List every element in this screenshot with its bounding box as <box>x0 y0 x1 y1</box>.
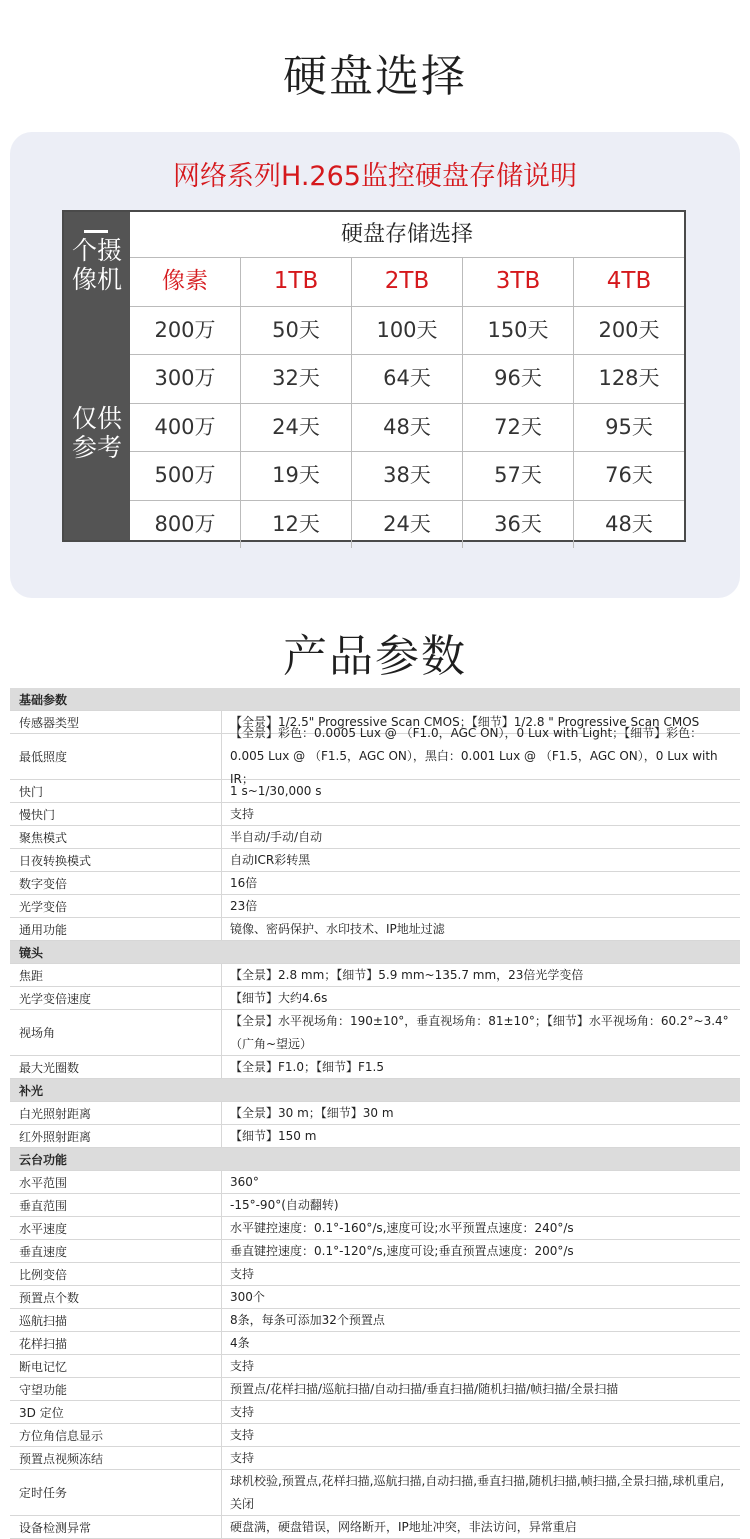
storage-cell: 12天 <box>241 501 352 549</box>
spec-key: 最低照度 <box>10 734 222 779</box>
storage-table <box>62 210 686 542</box>
spec-value: 垂直键控速度：0.1°-120°/s,速度可设;垂直预置点速度：200°/s <box>230 1243 574 1258</box>
spec-key: 红外照射距离 <box>10 1125 222 1147</box>
spec-section-header <box>10 1079 740 1102</box>
spec-value: 球机校验,预置点,花样扫描,巡航扫描,自动扫描,垂直扫描,随机扫描,帧扫描,全景扫描,球机重启,关闭 <box>230 1473 725 1511</box>
spec-row <box>10 918 740 941</box>
storage-cell: 300万 <box>130 355 241 403</box>
spec-key: 定时任务 <box>10 1470 222 1515</box>
spec-row <box>10 1056 740 1079</box>
storage-header-cell: 2TB <box>352 258 463 306</box>
spec-value: 【全景】彩色：0.0005 Lux @ （F1.0，AGC ON），0 Lux with Light；【细节】彩色：0.005 Lux @ （F1.5，AGC ON），黑白：0.001 Lux @ （F1.5，AGC ON），0 Lux with IR； <box>230 726 718 786</box>
spec-value: 【细节】大约4.6s <box>230 990 328 1005</box>
storage-cell: 128天 <box>598 366 660 390</box>
spec-row <box>10 1355 740 1378</box>
spec-table <box>10 688 740 1539</box>
storage-cell: 96天 <box>463 355 574 403</box>
storage-row <box>130 404 684 453</box>
spec-row <box>10 1447 740 1470</box>
spec-row <box>10 1332 740 1355</box>
spec-key: 预置点个数 <box>10 1286 222 1308</box>
spec-key: 花样扫描 <box>10 1332 222 1354</box>
spec-row <box>10 1194 740 1217</box>
spec-value: 支持 <box>230 1358 255 1373</box>
storage-cell: 19天 <box>241 452 352 500</box>
spec-key: 数字变倍 <box>10 872 222 894</box>
storage-row <box>130 452 684 501</box>
spec-row <box>10 1401 740 1424</box>
storage-cell: 38天 <box>352 452 463 500</box>
storage-cell: 48天 <box>605 511 653 536</box>
specs-section-title: 产品参数 <box>283 631 467 682</box>
spec-value: 【全景】30 m；【细节】30 m <box>230 1105 394 1120</box>
storage-subtitle: 网络系列H.265监控硬盘存储说明 <box>173 161 577 192</box>
spec-value: 300个 <box>230 1289 265 1304</box>
spec-key: 视场角 <box>10 1010 222 1055</box>
storage-cell: 150天 <box>463 307 574 355</box>
storage-grid <box>130 212 684 540</box>
spec-value: 支持 <box>230 1266 255 1281</box>
spec-key: 比例变倍 <box>10 1263 222 1285</box>
spec-value: 23倍 <box>230 898 258 913</box>
side-label-top: 个摄像机 <box>71 236 122 294</box>
spec-key: 聚焦模式 <box>10 826 222 848</box>
storage-header-cell: 1TB <box>241 258 352 306</box>
spec-row <box>10 1010 740 1056</box>
spec-section-header <box>10 1148 740 1171</box>
spec-key: 3D 定位 <box>10 1401 222 1423</box>
storage-cell: 24天 <box>241 404 352 452</box>
storage-cell: 50天 <box>241 307 352 355</box>
spec-value: 16倍 <box>230 875 258 890</box>
spec-row <box>10 964 740 987</box>
spec-value: 360° <box>230 1174 259 1189</box>
spec-section-header <box>10 941 740 964</box>
storage-row <box>130 501 684 549</box>
spec-value: 【全景】1/2.5" Progressive Scan CMOS；【细节】1/2.8 " Progressive Scan CMOS <box>230 714 700 729</box>
spec-value: 【全景】F1.0；【细节】F1.5 <box>230 1059 384 1074</box>
spec-value: 8条，每条可添加32个预置点 <box>230 1312 385 1327</box>
spec-value: 支持 <box>230 1404 255 1419</box>
storage-row <box>130 355 684 404</box>
spec-section-label: 云台功能 <box>19 1152 68 1167</box>
spec-key: 水平范围 <box>10 1171 222 1193</box>
storage-cell: 24天 <box>352 501 463 549</box>
spec-key: 光学变倍 <box>10 895 222 917</box>
spec-key: 方位角信息显示 <box>10 1424 222 1446</box>
spec-key: 传感器类型 <box>10 711 222 733</box>
storage-row <box>130 307 684 356</box>
spec-row <box>10 780 740 803</box>
storage-cell: 36天 <box>463 501 574 549</box>
spec-value: 支持 <box>230 1450 255 1465</box>
storage-cell: 48天 <box>352 404 463 452</box>
spec-row <box>10 1516 740 1539</box>
storage-section-title: 硬盘选择 <box>283 51 467 102</box>
spec-row <box>10 849 740 872</box>
spec-key: 通用功能 <box>10 918 222 940</box>
spec-value: 【细节】150 m <box>230 1128 317 1143</box>
side-label <box>64 212 130 540</box>
spec-key: 预置点视频冻结 <box>10 1447 222 1469</box>
spec-row <box>10 803 740 826</box>
storage-cell: 200天 <box>598 317 660 342</box>
spec-key: 焦距 <box>10 964 222 986</box>
spec-row <box>10 1263 740 1286</box>
spec-key: 最大光圈数 <box>10 1056 222 1078</box>
spec-value: -15°-90°(自动翻转) <box>230 1197 339 1212</box>
spec-value: 4条 <box>230 1335 250 1350</box>
spec-key: 巡航扫描 <box>10 1309 222 1331</box>
spec-key: 水平速度 <box>10 1217 222 1239</box>
spec-key: 慢快门 <box>10 803 222 825</box>
side-label-bottom: 仅供参考 <box>71 404 122 462</box>
storage-panel <box>10 132 740 598</box>
spec-row <box>10 872 740 895</box>
storage-cell: 64天 <box>352 355 463 403</box>
spec-row <box>10 726 740 786</box>
spec-key: 断电记忆 <box>10 1355 222 1377</box>
spec-value: 预置点/花样扫描/巡航扫描/自动扫描/垂直扫描/随机扫描/帧扫描/全景扫描 <box>230 1381 619 1396</box>
spec-key: 设备检测异常 <box>10 1516 222 1538</box>
storage-cell: 72天 <box>463 404 574 452</box>
spec-section-header <box>10 688 740 711</box>
spec-section-label: 基础参数 <box>19 692 68 707</box>
spec-row <box>10 1102 740 1125</box>
storage-cell: 500万 <box>130 452 241 500</box>
storage-cell: 76天 <box>605 463 653 487</box>
spec-key: 日夜转换模式 <box>10 849 222 871</box>
spec-value: 水平键控速度：0.1°-160°/s,速度可设;水平预置点速度：240°/s <box>230 1220 574 1235</box>
spec-section-label: 补光 <box>19 1083 44 1098</box>
storage-cell: 800万 <box>130 501 241 549</box>
storage-cell: 32天 <box>241 355 352 403</box>
storage-header-cell: 像素 <box>130 258 241 306</box>
storage-header-cell: 4TB <box>606 268 652 294</box>
side-label-dash <box>84 230 108 233</box>
storage-cell: 400万 <box>130 404 241 452</box>
spec-value: 【全景】2.8 mm；【细节】5.9 mm~135.7 mm，23倍光学变倍 <box>230 967 584 982</box>
spec-row <box>10 987 740 1010</box>
spec-row <box>10 1309 740 1332</box>
spec-key: 快门 <box>10 780 222 802</box>
spec-value: 半自动/手动/自动 <box>230 829 323 844</box>
spec-key: 守望功能 <box>10 1378 222 1400</box>
spec-value: 【全景】水平视场角：190±10°，垂直视场角：81±10°；【细节】水平视场角：60.2°~3.4°（广角~望远） <box>230 1013 729 1051</box>
storage-header-cell: 3TB <box>463 258 574 306</box>
spec-row <box>10 1171 740 1194</box>
spec-key: 白光照射距离 <box>10 1102 222 1124</box>
spec-row <box>10 1240 740 1263</box>
storage-cell: 57天 <box>463 452 574 500</box>
spec-row <box>10 895 740 918</box>
spec-key: 垂直速度 <box>10 1240 222 1262</box>
storage-cell: 200万 <box>130 307 241 355</box>
spec-row <box>10 1470 740 1516</box>
storage-header-row <box>130 258 684 307</box>
storage-table-title: 硬盘存储选择 <box>130 212 684 258</box>
spec-key: 光学变倍速度 <box>10 987 222 1009</box>
spec-value: 1 s~1/30,000 s <box>230 783 322 798</box>
spec-key: 垂直范围 <box>10 1194 222 1216</box>
spec-value: 镜像、密码保护、水印技术、IP地址过滤 <box>230 921 445 936</box>
spec-row <box>10 1217 740 1240</box>
storage-cell: 100天 <box>352 307 463 355</box>
spec-row <box>10 1125 740 1148</box>
spec-row <box>10 1286 740 1309</box>
spec-value: 自动ICR彩转黑 <box>230 852 311 867</box>
spec-section-label: 镜头 <box>19 945 44 960</box>
spec-value: 硬盘满，硬盘错误，网络断开，IP地址冲突，非法访问，异常重启 <box>230 1519 577 1534</box>
spec-row <box>10 1378 740 1401</box>
storage-cell: 95天 <box>605 414 653 439</box>
spec-value: 支持 <box>230 1427 255 1442</box>
spec-value: 支持 <box>230 806 255 821</box>
spec-row <box>10 1424 740 1447</box>
spec-row <box>10 826 740 849</box>
